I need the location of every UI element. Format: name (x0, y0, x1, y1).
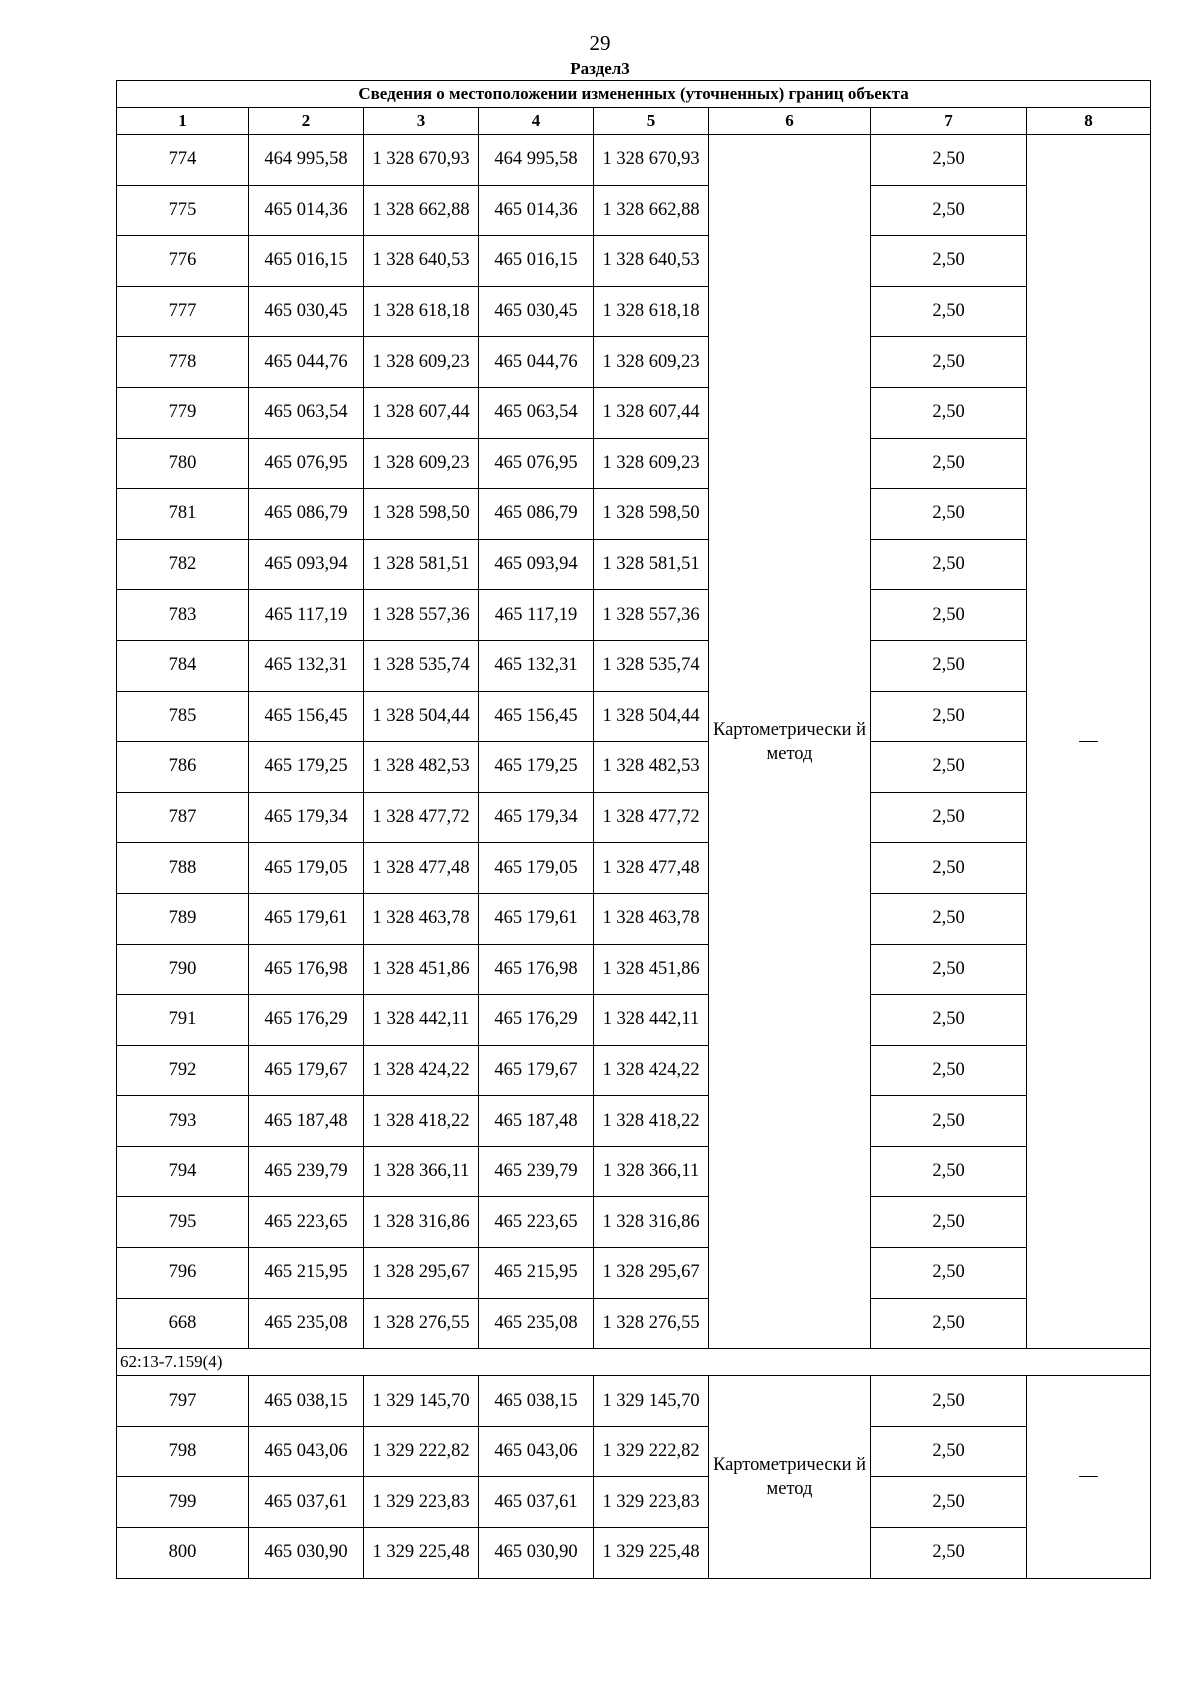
point-number: 781 (117, 489, 249, 540)
x-coordinate-new: 465 179,05 (479, 843, 594, 894)
table-row (117, 640, 1151, 691)
x-coordinate-old: 465 176,29 (249, 995, 364, 1046)
y-coordinate-new: 1 328 424,22 (594, 1045, 709, 1096)
table-row (117, 387, 1151, 438)
x-coordinate-old: 465 014,36 (249, 185, 364, 236)
table-row (117, 337, 1151, 388)
table-row (117, 1376, 1151, 1427)
y-coordinate-old: 1 328 463,78 (364, 893, 479, 944)
x-coordinate-new: 465 176,98 (479, 944, 594, 995)
accuracy-value: 2,50 (871, 1045, 1027, 1096)
table-row (117, 1426, 1151, 1477)
y-coordinate-new: 1 329 145,70 (594, 1376, 709, 1427)
table-row (117, 438, 1151, 489)
x-coordinate-old: 465 038,15 (249, 1376, 364, 1427)
y-coordinate-new: 1 328 366,11 (594, 1146, 709, 1197)
y-coordinate-old: 1 328 504,44 (364, 691, 479, 742)
point-number: 783 (117, 590, 249, 641)
table-row (117, 1146, 1151, 1197)
table-row (117, 1197, 1151, 1248)
x-coordinate-new: 464 995,58 (479, 135, 594, 186)
column-header: 8 (1027, 108, 1151, 135)
y-coordinate-new: 1 329 222,82 (594, 1426, 709, 1477)
table-row (117, 691, 1151, 742)
y-coordinate-new: 1 328 418,22 (594, 1096, 709, 1147)
point-number: 785 (117, 691, 249, 742)
accuracy-value: 2,50 (871, 1146, 1027, 1197)
y-coordinate-new: 1 328 463,78 (594, 893, 709, 944)
accuracy-value: 2,50 (871, 135, 1027, 186)
accuracy-value: 2,50 (871, 438, 1027, 489)
accuracy-value: 2,50 (871, 185, 1027, 236)
y-coordinate-old: 1 329 225,48 (364, 1528, 479, 1579)
x-coordinate-new: 465 030,90 (479, 1528, 594, 1579)
table-row (117, 1096, 1151, 1147)
y-coordinate-new: 1 328 316,86 (594, 1197, 709, 1248)
point-number: 791 (117, 995, 249, 1046)
accuracy-value: 2,50 (871, 995, 1027, 1046)
y-coordinate-new: 1 328 535,74 (594, 640, 709, 691)
y-coordinate-old: 1 328 670,93 (364, 135, 479, 186)
x-coordinate-old: 465 043,06 (249, 1426, 364, 1477)
accuracy-value: 2,50 (871, 691, 1027, 742)
table-row (117, 1528, 1151, 1579)
point-number: 789 (117, 893, 249, 944)
accuracy-value: 2,50 (871, 1426, 1027, 1477)
y-coordinate-old: 1 328 477,48 (364, 843, 479, 894)
y-coordinate-new: 1 328 670,93 (594, 135, 709, 186)
accuracy-value: 2,50 (871, 640, 1027, 691)
x-coordinate-new: 465 086,79 (479, 489, 594, 540)
point-number: 778 (117, 337, 249, 388)
x-coordinate-new: 465 076,95 (479, 438, 594, 489)
table-row (117, 792, 1151, 843)
accuracy-value: 2,50 (871, 893, 1027, 944)
point-number: 793 (117, 1096, 249, 1147)
y-coordinate-old: 1 328 316,86 (364, 1197, 479, 1248)
x-coordinate-old: 465 044,76 (249, 337, 364, 388)
y-coordinate-new: 1 328 618,18 (594, 286, 709, 337)
y-coordinate-old: 1 329 223,83 (364, 1477, 479, 1528)
x-coordinate-new: 465 179,25 (479, 742, 594, 793)
accuracy-value: 2,50 (871, 387, 1027, 438)
table-row (117, 286, 1151, 337)
point-number: 800 (117, 1528, 249, 1579)
x-coordinate-new: 465 215,95 (479, 1248, 594, 1299)
method-cell: Картометрически й метод (709, 1376, 871, 1578)
section-title: Раздел3 (570, 59, 630, 78)
accuracy-value: 2,50 (871, 489, 1027, 540)
x-coordinate-new: 465 030,45 (479, 286, 594, 337)
column8-dash: — (1027, 1376, 1151, 1578)
y-coordinate-old: 1 328 276,55 (364, 1298, 479, 1349)
x-coordinate-old: 465 037,61 (249, 1477, 364, 1528)
x-coordinate-old: 465 179,61 (249, 893, 364, 944)
x-coordinate-old: 465 030,90 (249, 1528, 364, 1579)
accuracy-value: 2,50 (871, 1376, 1027, 1427)
point-number: 788 (117, 843, 249, 894)
point-number: 796 (117, 1248, 249, 1299)
x-coordinate-old: 464 995,58 (249, 135, 364, 186)
x-coordinate-new: 465 235,08 (479, 1298, 594, 1349)
column-header: 4 (479, 108, 594, 135)
x-coordinate-new: 465 044,76 (479, 337, 594, 388)
table-row (117, 843, 1151, 894)
y-coordinate-old: 1 328 477,72 (364, 792, 479, 843)
point-number: 797 (117, 1376, 249, 1427)
point-number: 795 (117, 1197, 249, 1248)
x-coordinate-old: 465 179,67 (249, 1045, 364, 1096)
y-coordinate-old: 1 328 424,22 (364, 1045, 479, 1096)
y-coordinate-old: 1 328 482,53 (364, 742, 479, 793)
table-row (117, 489, 1151, 540)
x-coordinate-new: 465 179,34 (479, 792, 594, 843)
y-coordinate-old: 1 328 607,44 (364, 387, 479, 438)
point-number: 777 (117, 286, 249, 337)
y-coordinate-old: 1 328 662,88 (364, 185, 479, 236)
accuracy-value: 2,50 (871, 337, 1027, 388)
x-coordinate-old: 465 030,45 (249, 286, 364, 337)
y-coordinate-old: 1 328 535,74 (364, 640, 479, 691)
y-coordinate-old: 1 328 598,50 (364, 489, 479, 540)
accuracy-value: 2,50 (871, 236, 1027, 287)
y-coordinate-old: 1 328 557,36 (364, 590, 479, 641)
x-coordinate-old: 465 063,54 (249, 387, 364, 438)
x-coordinate-new: 465 014,36 (479, 185, 594, 236)
accuracy-value: 2,50 (871, 1096, 1027, 1147)
table-row (117, 1045, 1151, 1096)
point-number: 775 (117, 185, 249, 236)
y-coordinate-old: 1 328 640,53 (364, 236, 479, 287)
x-coordinate-old: 465 016,15 (249, 236, 364, 287)
y-coordinate-old: 1 328 609,23 (364, 337, 479, 388)
table-row (117, 185, 1151, 236)
parcel-label: 62:13-7.159(4) (117, 1349, 1151, 1376)
x-coordinate-new: 465 187,48 (479, 1096, 594, 1147)
coordinates-table (116, 80, 1151, 1579)
table-row (117, 590, 1151, 641)
y-coordinate-old: 1 328 618,18 (364, 286, 479, 337)
y-coordinate-old: 1 328 581,51 (364, 539, 479, 590)
x-coordinate-new: 465 093,94 (479, 539, 594, 590)
accuracy-value: 2,50 (871, 1248, 1027, 1299)
point-number: 779 (117, 387, 249, 438)
table-row (117, 1248, 1151, 1299)
point-number: 780 (117, 438, 249, 489)
column-header: 6 (709, 108, 871, 135)
x-coordinate-new: 465 156,45 (479, 691, 594, 742)
y-coordinate-new: 1 328 477,72 (594, 792, 709, 843)
y-coordinate-old: 1 328 442,11 (364, 995, 479, 1046)
table-caption-row (117, 81, 1151, 108)
x-coordinate-new: 465 016,15 (479, 236, 594, 287)
column8-dash: — (1027, 135, 1151, 1349)
x-coordinate-old: 465 223,65 (249, 1197, 364, 1248)
parcel-group-row (117, 1349, 1151, 1376)
point-number: 776 (117, 236, 249, 287)
column-header: 3 (364, 108, 479, 135)
point-number: 799 (117, 1477, 249, 1528)
x-coordinate-old: 465 176,98 (249, 944, 364, 995)
x-coordinate-new: 465 239,79 (479, 1146, 594, 1197)
table-row (117, 135, 1151, 186)
point-number: 792 (117, 1045, 249, 1096)
x-coordinate-new: 465 117,19 (479, 590, 594, 641)
table-row (117, 1477, 1151, 1528)
x-coordinate-old: 465 179,34 (249, 792, 364, 843)
point-number: 784 (117, 640, 249, 691)
point-number: 790 (117, 944, 249, 995)
column-header-row (117, 108, 1151, 135)
y-coordinate-new: 1 328 276,55 (594, 1298, 709, 1349)
x-coordinate-old: 465 235,08 (249, 1298, 364, 1349)
y-coordinate-new: 1 328 662,88 (594, 185, 709, 236)
x-coordinate-old: 465 156,45 (249, 691, 364, 742)
y-coordinate-new: 1 328 442,11 (594, 995, 709, 1046)
accuracy-value: 2,50 (871, 944, 1027, 995)
column-header: 1 (117, 108, 249, 135)
x-coordinate-new: 465 038,15 (479, 1376, 594, 1427)
y-coordinate-new: 1 329 223,83 (594, 1477, 709, 1528)
y-coordinate-new: 1 328 598,50 (594, 489, 709, 540)
y-coordinate-old: 1 328 366,11 (364, 1146, 479, 1197)
y-coordinate-new: 1 328 477,48 (594, 843, 709, 894)
y-coordinate-new: 1 328 609,23 (594, 337, 709, 388)
table-row (117, 236, 1151, 287)
x-coordinate-new: 465 043,06 (479, 1426, 594, 1477)
x-coordinate-old: 465 179,05 (249, 843, 364, 894)
x-coordinate-old: 465 215,95 (249, 1248, 364, 1299)
column-header: 5 (594, 108, 709, 135)
table-caption: Сведения о местоположении измененных (уточненных) границ объекта (117, 81, 1151, 108)
y-coordinate-old: 1 328 295,67 (364, 1248, 479, 1299)
column-header: 7 (871, 108, 1027, 135)
x-coordinate-new: 465 179,61 (479, 893, 594, 944)
y-coordinate-new: 1 328 581,51 (594, 539, 709, 590)
y-coordinate-new: 1 328 640,53 (594, 236, 709, 287)
y-coordinate-new: 1 329 225,48 (594, 1528, 709, 1579)
table-row (117, 893, 1151, 944)
y-coordinate-new: 1 328 451,86 (594, 944, 709, 995)
accuracy-value: 2,50 (871, 286, 1027, 337)
point-number: 798 (117, 1426, 249, 1477)
accuracy-value: 2,50 (871, 1528, 1027, 1579)
table-row (117, 539, 1151, 590)
accuracy-value: 2,50 (871, 792, 1027, 843)
x-coordinate-old: 465 132,31 (249, 640, 364, 691)
point-number: 774 (117, 135, 249, 186)
y-coordinate-new: 1 328 557,36 (594, 590, 709, 641)
x-coordinate-old: 465 187,48 (249, 1096, 364, 1147)
table-row (117, 995, 1151, 1046)
y-coordinate-new: 1 328 607,44 (594, 387, 709, 438)
accuracy-value: 2,50 (871, 1197, 1027, 1248)
y-coordinate-old: 1 329 145,70 (364, 1376, 479, 1427)
page-number: 29 (589, 31, 611, 55)
accuracy-value: 2,50 (871, 843, 1027, 894)
table-row (117, 944, 1151, 995)
accuracy-value: 2,50 (871, 539, 1027, 590)
point-number: 668 (117, 1298, 249, 1349)
x-coordinate-old: 465 117,19 (249, 590, 364, 641)
x-coordinate-new: 465 132,31 (479, 640, 594, 691)
x-coordinate-old: 465 076,95 (249, 438, 364, 489)
y-coordinate-old: 1 328 418,22 (364, 1096, 479, 1147)
y-coordinate-new: 1 328 609,23 (594, 438, 709, 489)
x-coordinate-new: 465 063,54 (479, 387, 594, 438)
y-coordinate-new: 1 328 295,67 (594, 1248, 709, 1299)
y-coordinate-old: 1 328 609,23 (364, 438, 479, 489)
table-row (117, 742, 1151, 793)
x-coordinate-old: 465 239,79 (249, 1146, 364, 1197)
x-coordinate-new: 465 176,29 (479, 995, 594, 1046)
x-coordinate-new: 465 037,61 (479, 1477, 594, 1528)
y-coordinate-old: 1 328 451,86 (364, 944, 479, 995)
y-coordinate-old: 1 329 222,82 (364, 1426, 479, 1477)
point-number: 787 (117, 792, 249, 843)
x-coordinate-new: 465 223,65 (479, 1197, 594, 1248)
point-number: 786 (117, 742, 249, 793)
method-cell: Картометрически й метод (709, 135, 871, 1349)
accuracy-value: 2,50 (871, 1298, 1027, 1349)
x-coordinate-old: 465 179,25 (249, 742, 364, 793)
x-coordinate-new: 465 179,67 (479, 1045, 594, 1096)
y-coordinate-new: 1 328 504,44 (594, 691, 709, 742)
point-number: 794 (117, 1146, 249, 1197)
x-coordinate-old: 465 086,79 (249, 489, 364, 540)
accuracy-value: 2,50 (871, 590, 1027, 641)
accuracy-value: 2,50 (871, 742, 1027, 793)
x-coordinate-old: 465 093,94 (249, 539, 364, 590)
table-row (117, 1298, 1151, 1349)
point-number: 782 (117, 539, 249, 590)
column-header: 2 (249, 108, 364, 135)
y-coordinate-new: 1 328 482,53 (594, 742, 709, 793)
accuracy-value: 2,50 (871, 1477, 1027, 1528)
